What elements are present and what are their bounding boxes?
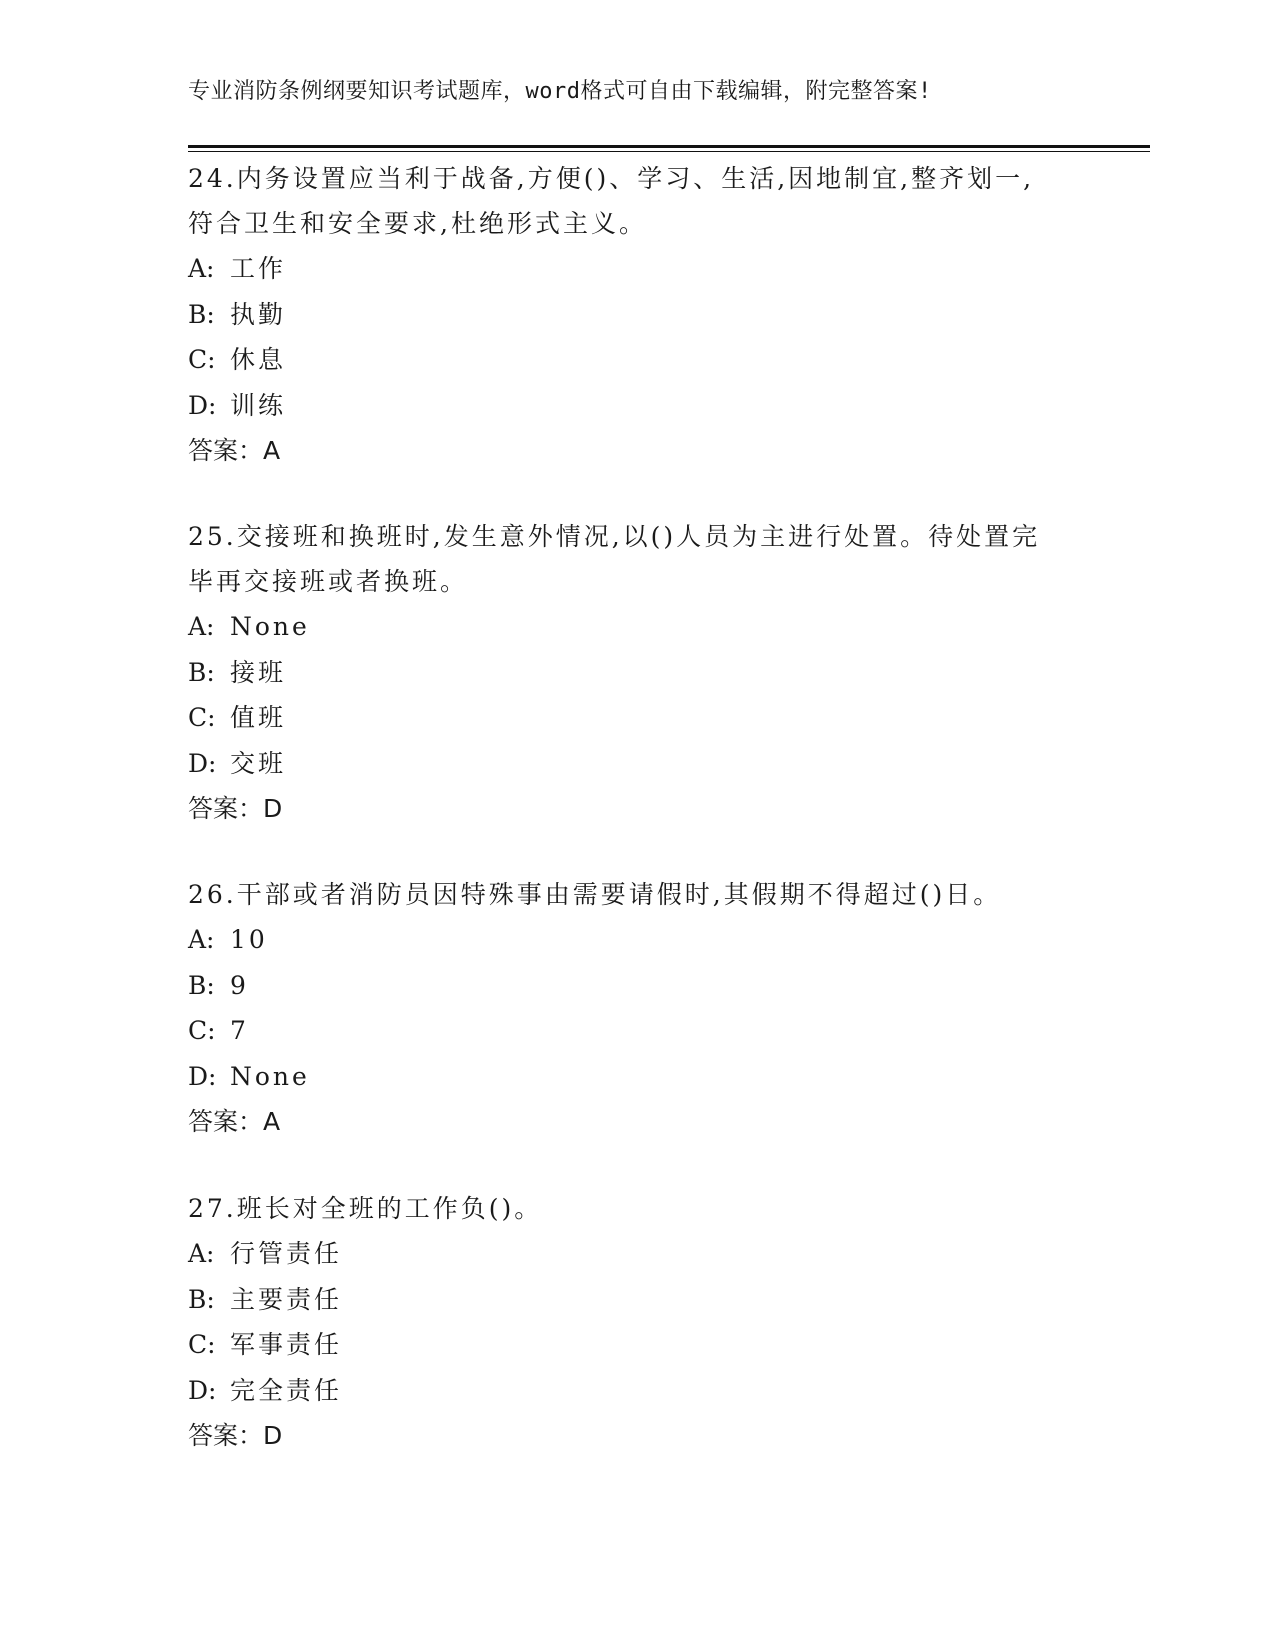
option-a [188,604,1088,650]
option-letter: C: [188,703,216,732]
option-text: 军事责任 [230,1330,343,1359]
option-text: 接班 [230,657,287,687]
answer-line: 答案：A [188,1107,281,1136]
option-text: 值班 [230,703,287,732]
option-letter: B: [188,657,215,687]
question-stem-line: 27.班长对全班的工作负()。 [188,1194,543,1223]
answer-line: 答案：A [188,436,281,465]
page-header: 专业消防条例纲要知识考试题库，word格式可自由下载编辑，附完整答案! [188,79,932,104]
option-text: 主要责任 [230,1284,343,1314]
answer-line: 答案：D [188,1421,283,1450]
question-27 [188,1186,1088,1458]
option-d [188,1054,1088,1100]
option-letter: B: [188,299,215,329]
option-letter: C: [188,345,216,374]
option-text: None [230,612,310,641]
header-divider-thick [188,145,1150,148]
option-letter: D: [188,748,217,778]
question-stem-line: 25.交接班和换班时,发生意外情况,以()人员为主进行处置。待处置完 [188,522,1041,551]
option-a [188,1231,1088,1277]
option-text: 10 [230,925,268,954]
option-letter: D: [188,1061,217,1091]
option-text: 行管责任 [230,1239,343,1268]
option-text: 工作 [230,254,287,283]
option-b [188,292,1088,338]
option-letter: B: [188,1284,215,1314]
question-stem-line: 毕再交接班或者换班。 [188,567,469,596]
option-text: 执勤 [230,299,287,329]
option-c [188,695,1088,741]
option-d [188,741,1088,787]
header-divider-thin [188,151,1150,152]
option-letter: A: [188,254,215,283]
option-letter: D: [188,390,217,420]
question-stem-line: 26.干部或者消防员因特殊事由需要请假时,其假期不得超过()日。 [188,880,1002,909]
question-24 [188,156,1088,473]
option-text: None [230,1061,310,1091]
option-a [188,246,1088,292]
option-c [188,1322,1088,1368]
option-c [188,1008,1088,1054]
option-text: 训练 [230,390,287,420]
option-letter: A: [188,1239,215,1268]
option-b [188,963,1088,1009]
option-b [188,1277,1088,1323]
option-c [188,337,1088,383]
answer-line: 答案：D [188,794,283,823]
option-text: 完全责任 [230,1375,343,1405]
option-text: 7 [230,1016,249,1045]
question-25 [188,514,1088,831]
option-letter: A: [188,925,215,954]
option-text: 9 [230,970,249,1000]
option-letter: D: [188,1375,217,1405]
option-letter: A: [188,612,215,641]
option-letter: B: [188,970,215,1000]
question-stem-line: 符合卫生和安全要求,杜绝形式主义。 [188,209,647,238]
option-letter: C: [188,1016,216,1045]
option-b [188,650,1088,696]
question-stem-line: 24.内务设置应当利于战备,方便()、学习、生活,因地制宜,整齐划一, [188,164,1035,193]
option-letter: C: [188,1330,216,1359]
option-text: 休息 [230,345,287,374]
option-a [188,917,1088,963]
option-text: 交班 [230,748,287,778]
question-26 [188,872,1088,1144]
option-d [188,383,1088,429]
option-d [188,1368,1088,1414]
